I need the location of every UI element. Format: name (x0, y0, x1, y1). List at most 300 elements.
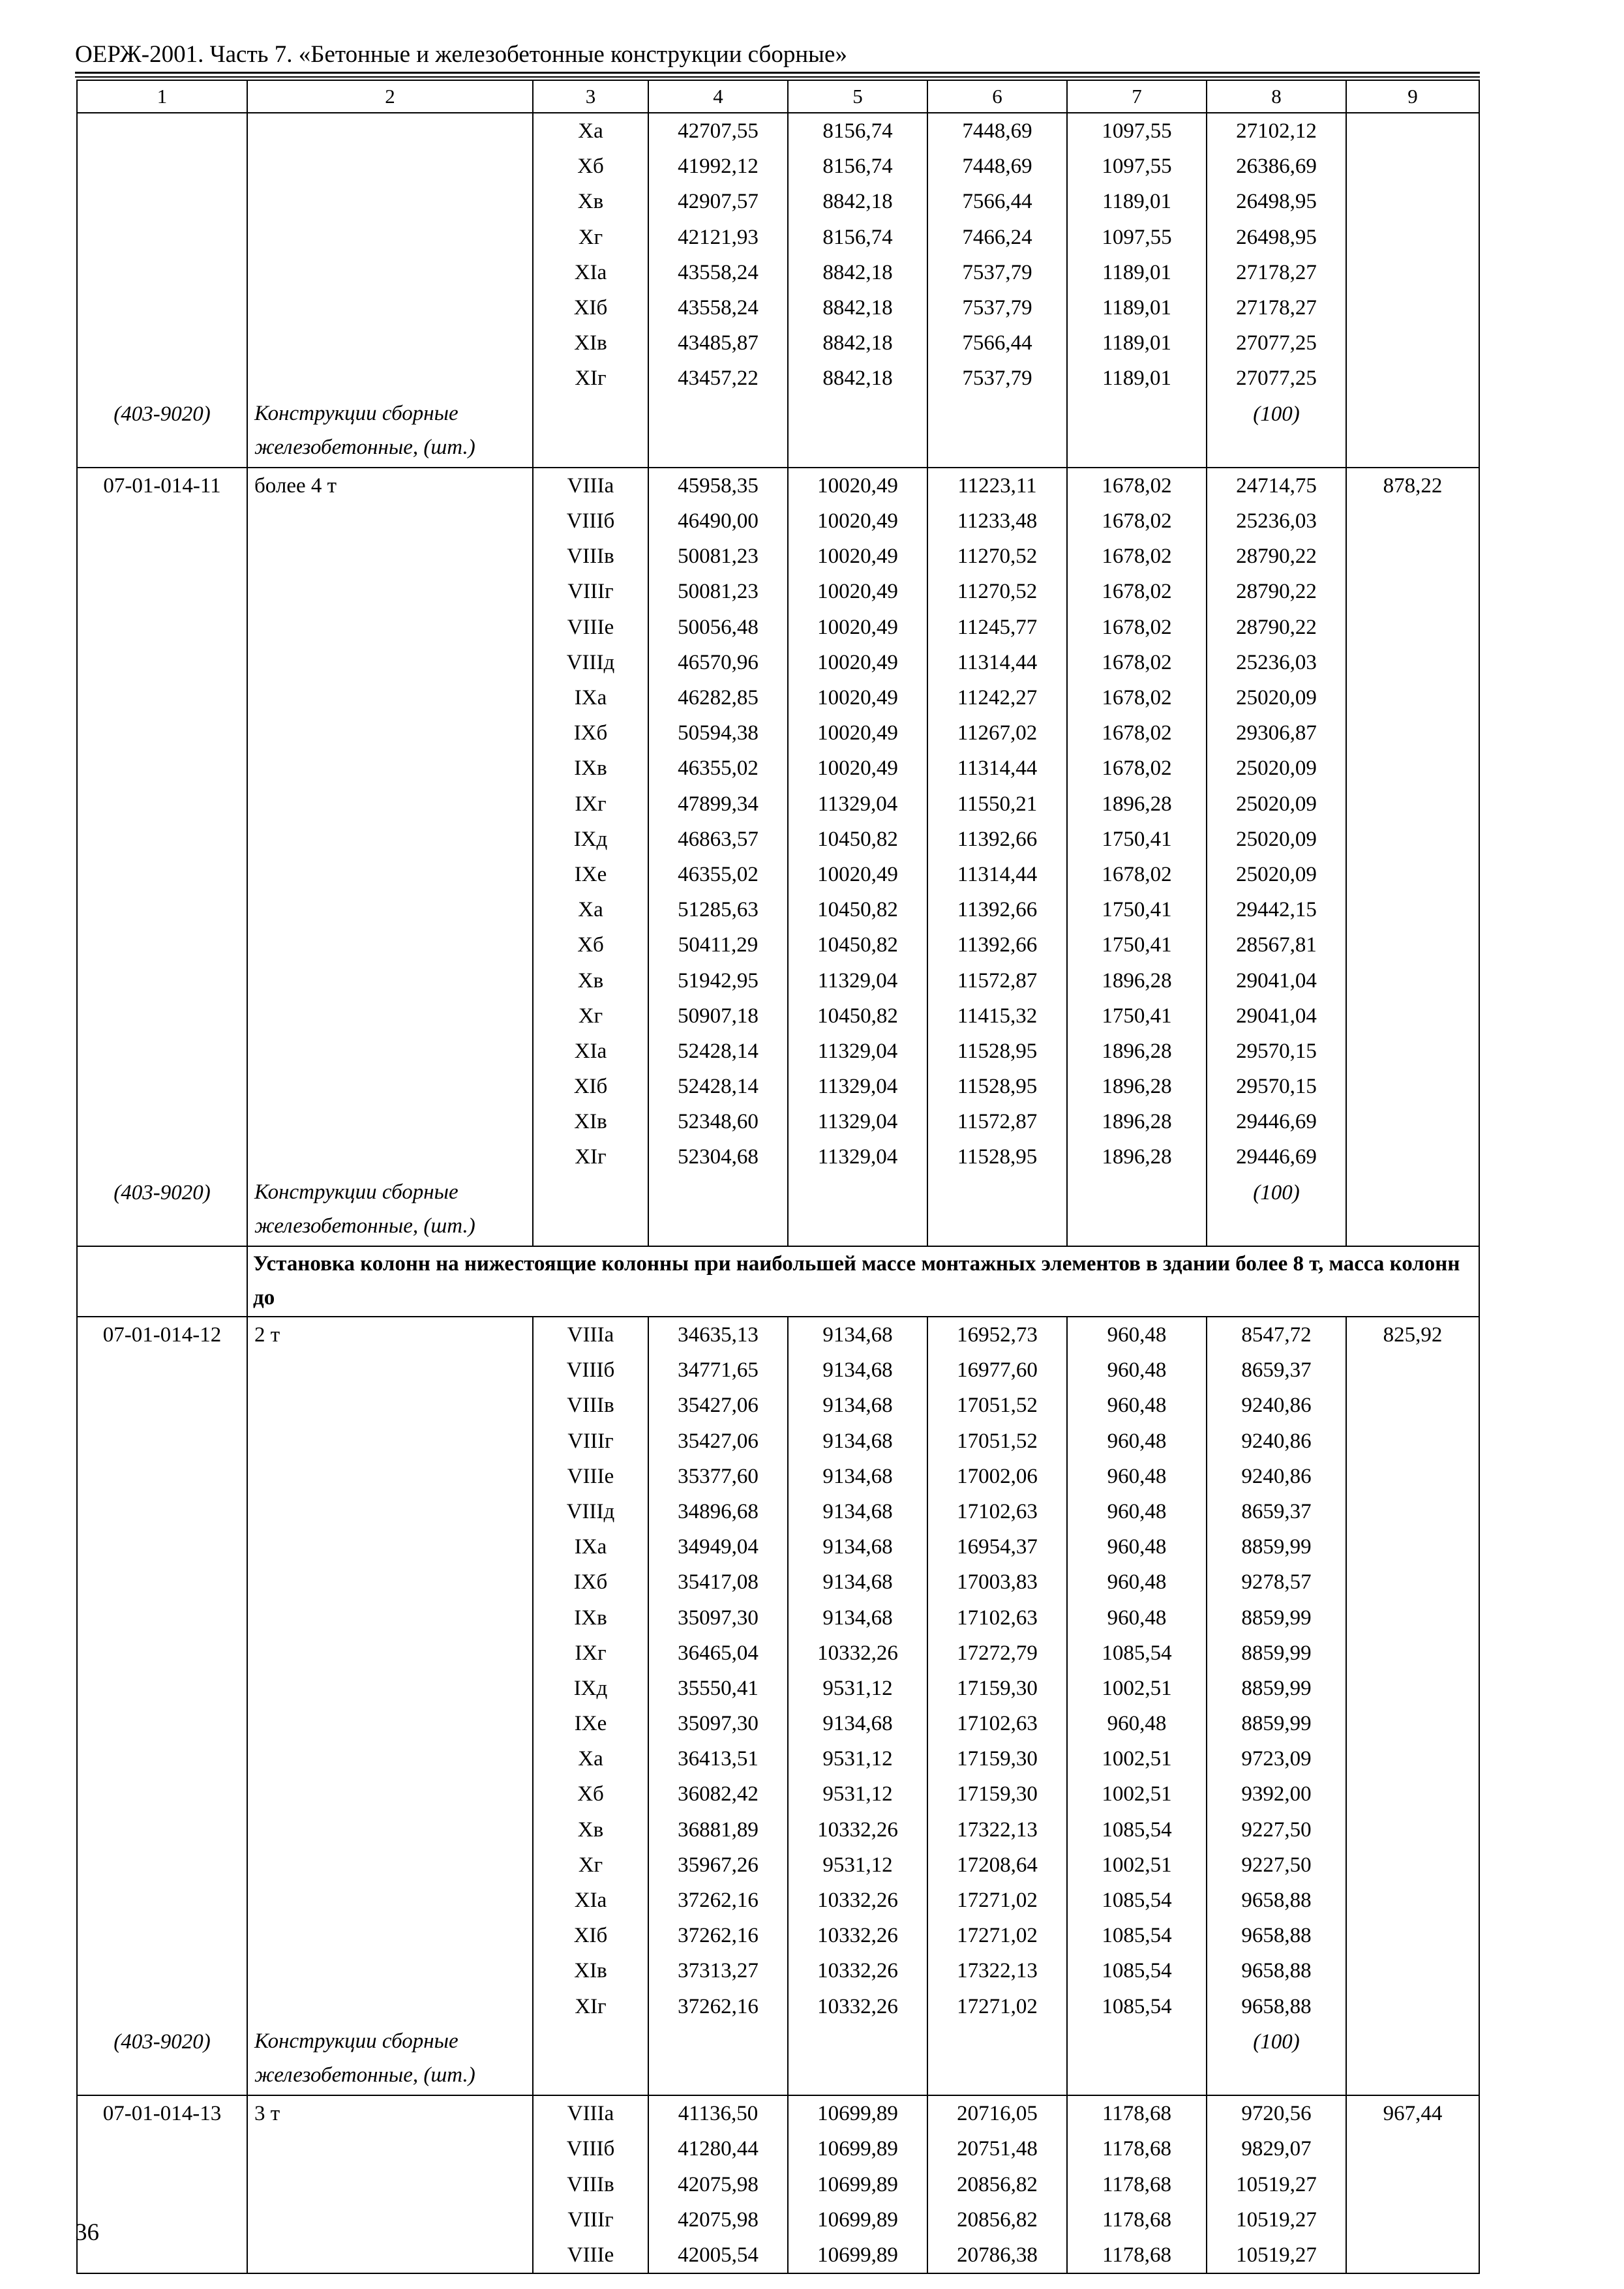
spacer (534, 2024, 648, 2059)
code-cell (77, 2095, 247, 2273)
cell-value: 17208,64 (957, 1853, 1038, 1877)
cell-value: 27102,12 (1236, 119, 1317, 143)
cell-value: 35427,06 (678, 1429, 759, 1453)
cell-value: 50081,23 (678, 545, 759, 569)
cell-value: 9134,68 (822, 1394, 893, 1418)
cell-value: 10020,49 (817, 721, 898, 745)
cell-value: 16977,60 (957, 1358, 1038, 1383)
cell-value: 1678,02 (1102, 756, 1172, 781)
cell-value: 16952,73 (957, 1323, 1038, 1347)
cell-value: 1896,28 (1102, 1145, 1172, 1169)
spacer (78, 503, 247, 539)
cell-value: 9723,09 (1241, 1747, 1312, 1771)
value-column-8 (1207, 468, 1346, 1246)
value-column-3 (533, 2095, 648, 2273)
cell-value: 8859,99 (1241, 1676, 1312, 1700)
cell-value: 11314,44 (957, 650, 1038, 674)
spacer (78, 1139, 247, 1174)
cell-value: 1085,54 (1102, 1924, 1172, 1948)
cell-value: 46863,57 (678, 827, 759, 851)
cell-value: 34771,65 (678, 1358, 759, 1383)
spacer (248, 1353, 532, 1388)
spacer (789, 2024, 927, 2059)
cell-value: 9134,68 (822, 1535, 893, 1559)
cell-value: 10699,89 (817, 2172, 898, 2196)
cell-value: VIIIб (566, 1358, 615, 1383)
spacer (78, 892, 247, 927)
spacer (789, 1175, 927, 1210)
spacer (248, 2131, 532, 2166)
section-cell-empty (77, 1246, 247, 1317)
cell-value: 11572,87 (957, 968, 1038, 993)
cell-value: 29570,15 (1236, 1075, 1317, 1099)
cell-value: 1097,55 (1102, 119, 1172, 143)
cell-value: XIг (575, 1994, 607, 2018)
spacer (248, 963, 532, 998)
cell-value: 34635,13 (678, 1323, 759, 1347)
cell-value: 11329,04 (817, 1075, 898, 1099)
cell-value: Xв (577, 190, 604, 214)
cell-value: 10699,89 (817, 2207, 898, 2232)
spacer (78, 1564, 247, 1600)
cell-value: 1085,54 (1102, 1994, 1172, 2018)
cell-value: 9392,00 (1241, 1782, 1312, 1806)
page-number: 36 (75, 2219, 99, 2246)
cell-value: 29306,87 (1236, 721, 1317, 745)
cell-value: VIIIв (567, 545, 614, 569)
cell-value: 45958,35 (678, 473, 759, 498)
cell-value: 9658,88 (1241, 1994, 1312, 2018)
cell-value: 1896,28 (1102, 1039, 1172, 1063)
cell-value: 11223,11 (957, 473, 1037, 498)
cell-value: 10699,89 (817, 2102, 898, 2126)
resource-code: (403-9020) (113, 402, 211, 426)
cell-value: 1178,68 (1102, 2102, 1172, 2126)
cell-value: 29446,69 (1236, 1145, 1317, 1169)
cell-value: 9531,12 (822, 1676, 893, 1700)
cell-value: 51285,63 (678, 898, 759, 922)
spacer (248, 610, 532, 645)
cell-value: 25020,09 (1236, 792, 1317, 816)
cell-value: 960,48 (1107, 1499, 1167, 1523)
cell-value: 8842,18 (822, 190, 893, 214)
cell-value: 9134,68 (822, 1606, 893, 1630)
spacer (248, 1989, 532, 2024)
cell-value: 10450,82 (817, 827, 898, 851)
running-header: ОЕРЖ-2001. Часть 7. «Бетонные и железобетонные конструкции сборные» (75, 41, 847, 68)
cell-value: 1178,68 (1102, 2137, 1172, 2161)
spacer (248, 1034, 532, 1069)
cell-value: 960,48 (1107, 1358, 1167, 1383)
cell-value: 960,48 (1107, 1464, 1167, 1488)
cell-value: 50907,18 (678, 1004, 759, 1028)
cell-value: 9134,68 (822, 1712, 893, 1736)
cell-value: 1189,01 (1102, 260, 1172, 284)
cell-value: 10699,89 (817, 2243, 898, 2267)
cell-value: XIб (573, 295, 608, 320)
code-cell (77, 113, 247, 468)
cell-value: 36413,51 (678, 1747, 759, 1771)
cell-value: 1097,55 (1102, 155, 1172, 179)
cell-value: 960,48 (1107, 1570, 1167, 1594)
cell-value: 8156,74 (822, 155, 893, 179)
spacer (78, 715, 247, 751)
cell-value: 42707,55 (678, 119, 759, 143)
cell-value: 10332,26 (817, 1889, 898, 1912)
cell-value: 9134,68 (822, 1429, 893, 1453)
cell-value: Xa (578, 1747, 603, 1771)
cell-value: 960,48 (1107, 1323, 1167, 1347)
spacer (248, 1494, 532, 1529)
spacer (248, 680, 532, 715)
section-title: Установка колонн на нижестоящие колонны при наибольшей массе монтажных элементов в здании более 8 т, масса колонн до (247, 1246, 1479, 1317)
cell-value: 11392,66 (957, 898, 1038, 922)
rate-code: 07-01-014-12 (102, 1323, 222, 1347)
value-column-4 (648, 468, 788, 1246)
spacer (78, 857, 247, 892)
spacer (78, 751, 247, 786)
spacer (248, 1388, 532, 1423)
cell-value: 8842,18 (822, 260, 893, 284)
cell-value: 8842,18 (822, 295, 893, 320)
cell-value: IXд (573, 827, 608, 851)
cell-value: VIIIб (566, 2137, 615, 2161)
column-number: 4 (648, 80, 788, 113)
cell-value: IXб (573, 721, 608, 745)
spacer (248, 1671, 532, 1706)
cell-value: 7566,44 (962, 190, 1032, 214)
cell-value: 9278,57 (1241, 1570, 1312, 1594)
cell-value: 11233,48 (957, 509, 1038, 533)
spacer (1068, 1175, 1206, 1210)
cell-value: 9658,88 (1241, 1889, 1312, 1912)
cell-value: 1750,41 (1102, 827, 1172, 851)
cell-value: 1678,02 (1102, 580, 1172, 604)
cell-value: 28790,22 (1236, 615, 1317, 639)
spacer (248, 1424, 532, 1459)
spacer (78, 610, 247, 645)
cell-value: 10020,49 (817, 756, 898, 781)
spacer (248, 290, 532, 325)
cell-value: 9134,68 (822, 1323, 893, 1347)
cell-value: 17272,79 (957, 1641, 1038, 1665)
spacer (1068, 2024, 1206, 2059)
cell-value: 1002,51 (1102, 1782, 1172, 1806)
spacer (78, 1636, 247, 1671)
cell-value: 10020,49 (817, 580, 898, 604)
column-number: 6 (927, 80, 1067, 113)
cell-value: 17051,52 (957, 1429, 1038, 1453)
cell-value: 11270,52 (957, 580, 1038, 604)
value-column-7 (1067, 2095, 1207, 2273)
spacer (78, 1494, 247, 1529)
cell-value: 42121,93 (678, 225, 759, 249)
cell-value: 41280,44 (678, 2137, 759, 2161)
cell-value: 46355,02 (678, 756, 759, 781)
cell-value: 16954,37 (957, 1535, 1038, 1559)
cell-value: 1678,02 (1102, 721, 1172, 745)
cell-value: 17159,30 (957, 1782, 1038, 1806)
cell-value: IXe (574, 862, 607, 886)
rate-group-row (77, 2095, 1479, 2273)
cell-value: 11528,95 (957, 1075, 1038, 1099)
column-number: 8 (1207, 80, 1346, 113)
cell-value: 52304,68 (678, 1145, 759, 1169)
cell-value: 11415,32 (957, 1004, 1038, 1028)
cell-value: 10020,49 (817, 545, 898, 569)
cell-value: 1678,02 (1102, 650, 1172, 674)
resource-quantity: (100) (1253, 402, 1300, 426)
cell-value: 24714,75 (1236, 473, 1317, 498)
cell-value: 8659,37 (1241, 1358, 1312, 1383)
resource-name: Конструкции сборные железобетонные, (шт.) (254, 1180, 475, 1238)
cell-value: 8547,72 (1241, 1323, 1312, 1347)
column-number: 9 (1346, 80, 1479, 113)
cell-value: 10332,26 (817, 1641, 898, 1665)
value-column-4 (648, 2095, 788, 2273)
cell-value: 27178,27 (1236, 260, 1317, 284)
cell-value: 1189,01 (1102, 331, 1172, 355)
cell-value: 51942,95 (678, 968, 759, 993)
cell-value: Xг (578, 225, 603, 249)
spacer (78, 361, 247, 396)
cell-value: Xв (577, 968, 604, 993)
cell-value: 825,92 (1383, 1323, 1443, 1347)
spacer (78, 680, 247, 715)
cell-value: 9134,68 (822, 1570, 893, 1594)
cell-value: 17271,02 (957, 1924, 1038, 1948)
spacer (248, 149, 532, 184)
spacer (789, 396, 927, 432)
cell-value: 8659,37 (1241, 1499, 1312, 1523)
resource-name: Конструкции сборные железобетонные, (шт.) (254, 2029, 475, 2087)
spacer (78, 539, 247, 574)
cell-value: 878,22 (1383, 473, 1443, 498)
spacer (534, 396, 648, 432)
spacer (248, 1139, 532, 1174)
cell-value: Xб (577, 155, 604, 179)
cell-value: 8156,74 (822, 225, 893, 249)
cell-value: 9134,68 (822, 1464, 893, 1488)
cell-value: XIв (574, 331, 607, 355)
cell-value: 17051,52 (957, 1394, 1038, 1418)
spacer (78, 822, 247, 857)
cell-value: 960,48 (1107, 1535, 1167, 1559)
spacer (78, 998, 247, 1034)
spacer (248, 2237, 532, 2273)
cell-value: 7448,69 (962, 155, 1032, 179)
section-row (77, 1246, 1479, 1317)
rate-code: 07-01-014-11 (103, 473, 221, 498)
spacer (248, 857, 532, 892)
spacer (248, 927, 532, 963)
cell-value: 9240,86 (1241, 1394, 1312, 1418)
cell-value: 17322,13 (957, 1818, 1038, 1842)
cell-value: 10332,26 (817, 1959, 898, 1983)
cell-value: IXв (574, 756, 607, 781)
cell-value: 17322,13 (957, 1959, 1038, 1983)
cell-value: 27077,25 (1236, 367, 1317, 391)
spacer (78, 574, 247, 609)
spacer (78, 1776, 247, 1812)
cell-value: 17003,83 (957, 1570, 1038, 1594)
cell-value: VIIIд (566, 650, 615, 674)
cell-value: 42075,98 (678, 2172, 759, 2196)
value-column-6 (927, 468, 1067, 1246)
cell-value: 1002,51 (1102, 1853, 1172, 1877)
spacer (248, 1636, 532, 1671)
column-number: 7 (1067, 80, 1207, 113)
cell-value: 25236,03 (1236, 650, 1317, 674)
spacer (248, 1529, 532, 1564)
cell-value: 52428,14 (678, 1039, 759, 1063)
cell-value: 11329,04 (817, 1039, 898, 1063)
spacer (248, 1741, 532, 1776)
rate-group-row (77, 468, 1479, 1246)
spacer (248, 574, 532, 609)
spacer (649, 2024, 787, 2059)
cell-value: 1896,28 (1102, 1075, 1172, 1099)
spacer (248, 1883, 532, 1918)
cell-value: 11528,95 (957, 1039, 1038, 1063)
cell-value: 17159,30 (957, 1747, 1038, 1771)
cell-value (1347, 113, 1479, 149)
value-column-6 (927, 2095, 1067, 2273)
value-column-7 (1067, 113, 1207, 468)
cell-value: XIв (574, 1110, 607, 1134)
spacer (248, 1459, 532, 1494)
cell-value: 20716,05 (957, 2102, 1038, 2126)
cell-value: 50081,23 (678, 580, 759, 604)
cell-value: 9720,56 (1241, 2102, 1312, 2126)
cell-value: 26498,95 (1236, 225, 1317, 249)
cell-value: 42075,98 (678, 2207, 759, 2232)
cell-value: 8842,18 (822, 367, 893, 391)
cell-value: VIIIг (567, 580, 614, 604)
value-column-9 (1346, 1317, 1479, 2095)
spacer (78, 1953, 247, 1988)
cell-value: 1178,68 (1102, 2207, 1172, 2232)
spacer (248, 1706, 532, 1741)
cell-value: 1678,02 (1102, 545, 1172, 569)
cell-value: 36082,42 (678, 1782, 759, 1806)
cell-value: VIIIг (567, 1429, 614, 1453)
cell-value: 46282,85 (678, 686, 759, 710)
cell-value: 17102,63 (957, 1712, 1038, 1736)
name-cell (247, 468, 533, 1246)
cell-value: 35550,41 (678, 1676, 759, 1700)
cell-value: 7466,24 (962, 225, 1032, 249)
cell-value: 17002,06 (957, 1464, 1038, 1488)
spacer (78, 1529, 247, 1564)
spacer (248, 1848, 532, 1883)
cell-value: 25020,09 (1236, 862, 1317, 886)
cell-value: 1896,28 (1102, 1110, 1172, 1134)
cell-value: 11392,66 (957, 933, 1038, 957)
cell-value: VIIIв (567, 2172, 614, 2196)
cell-value: IXв (574, 1606, 607, 1630)
spacer (78, 1069, 247, 1104)
name-cell (247, 113, 533, 468)
cell-value: 10020,49 (817, 615, 898, 639)
cell-value: 34949,04 (678, 1535, 759, 1559)
value-column-5 (788, 468, 927, 1246)
spacer (248, 2167, 532, 2202)
spacer (248, 255, 532, 290)
cell-value: 9134,68 (822, 1358, 893, 1383)
cell-value: 10332,26 (817, 1818, 898, 1842)
cell-value: 11245,77 (957, 615, 1038, 639)
cell-value: 26498,95 (1236, 190, 1317, 214)
cell-value: XIa (574, 1889, 607, 1912)
cell-value: 27077,25 (1236, 331, 1317, 355)
cell-value: 8859,99 (1241, 1535, 1312, 1559)
column-number: 5 (788, 80, 927, 113)
spacer (78, 1883, 247, 1918)
resource-code: (403-9020) (113, 2029, 211, 2054)
cell-value: 1002,51 (1102, 1676, 1172, 1700)
cell-value: 50411,29 (678, 933, 759, 957)
cell-value: 37262,16 (678, 1994, 759, 2018)
cell-value: 960,48 (1107, 1712, 1167, 1736)
rate-name: 2 т (254, 1323, 280, 1347)
spacer (248, 1812, 532, 1848)
value-column-9 (1346, 468, 1479, 1246)
cell-value: Xв (577, 1818, 604, 1842)
rate-name: более 4 т (254, 473, 337, 498)
cell-value: 10519,27 (1236, 2172, 1317, 2196)
spacer (78, 927, 247, 963)
cell-value: 1678,02 (1102, 615, 1172, 639)
cell-value: IXг (575, 792, 607, 816)
cell-value: 35427,06 (678, 1394, 759, 1418)
cell-value: 7448,69 (962, 119, 1032, 143)
spacer (78, 1812, 247, 1848)
cell-value: XIa (574, 1039, 607, 1063)
cell-value: 10332,26 (817, 1924, 898, 1948)
spacer (78, 2202, 247, 2237)
cell-value: 9531,12 (822, 1782, 893, 1806)
cell-value: 1085,54 (1102, 1641, 1172, 1665)
cell-value: 35097,30 (678, 1606, 759, 1630)
cell-value: 28567,81 (1236, 933, 1317, 957)
spacer (248, 1953, 532, 1988)
cell-value: 10450,82 (817, 898, 898, 922)
cell-value: 1750,41 (1102, 1004, 1172, 1028)
cell-value: 35097,30 (678, 1712, 759, 1736)
cell-value: 1896,28 (1102, 968, 1172, 993)
cell-value: 42005,54 (678, 2243, 759, 2267)
value-column-5 (788, 2095, 927, 2273)
spacer (78, 2167, 247, 2202)
cell-value: 8859,99 (1241, 1606, 1312, 1630)
cell-value: 10519,27 (1236, 2243, 1317, 2267)
spacer (78, 1741, 247, 1776)
spacer (78, 149, 247, 184)
value-column-8 (1207, 1317, 1346, 2095)
cell-value: 11270,52 (957, 545, 1038, 569)
header-rule (75, 76, 1480, 78)
rate-group-row (77, 1317, 1479, 2095)
cell-value: 28790,22 (1236, 580, 1317, 604)
cell-value: 25020,09 (1236, 756, 1317, 781)
spacer (649, 396, 787, 432)
cell-value: 52428,14 (678, 1075, 759, 1099)
cell-value: 35377,60 (678, 1464, 759, 1488)
rate-name: 3 т (254, 2102, 280, 2126)
spacer (78, 1210, 247, 1246)
cell-value: 41136,50 (678, 2102, 759, 2126)
